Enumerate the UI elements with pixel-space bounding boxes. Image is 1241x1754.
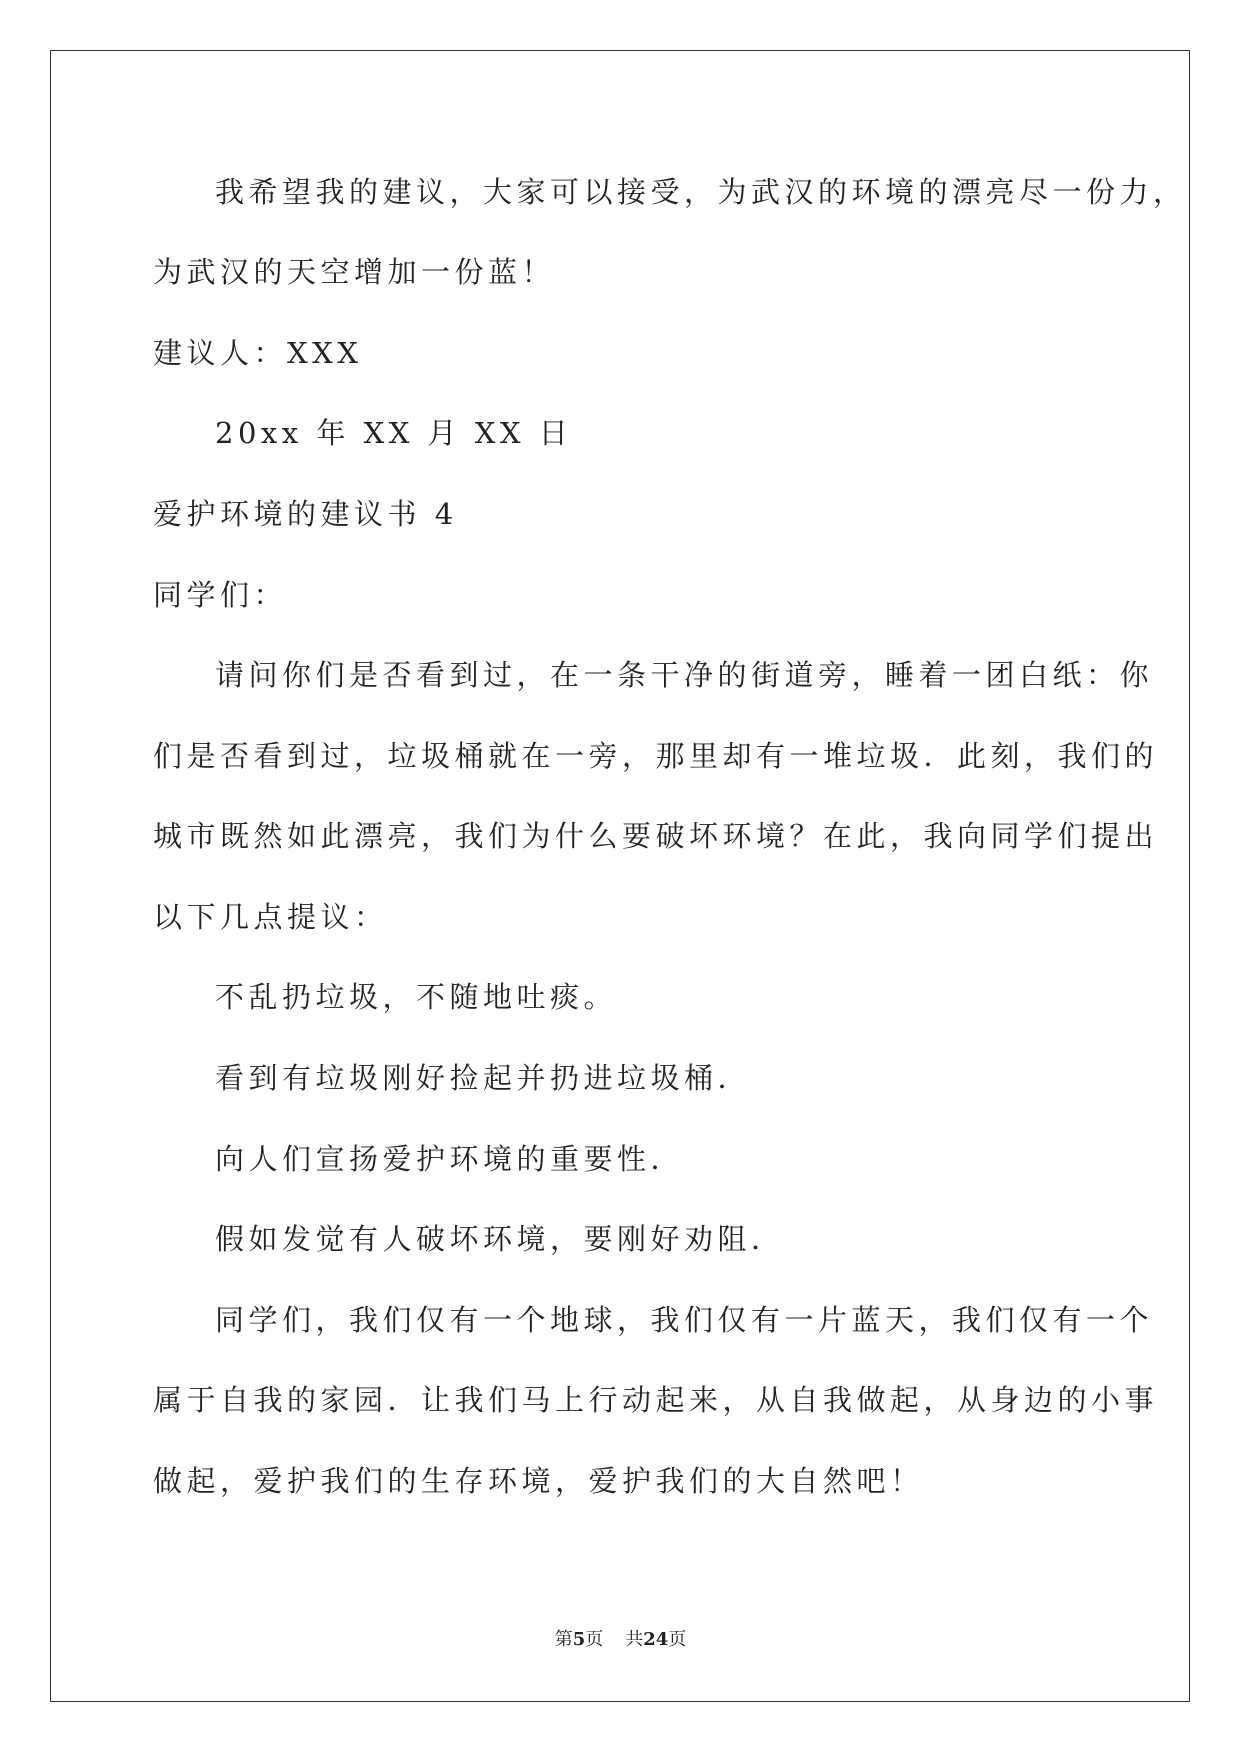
footer-prefix: 第	[554, 1629, 573, 1650]
footer-page-suffix: 页	[585, 1629, 604, 1650]
paragraph-line: 同学们，我们仅有一个地球，我们仅有一片蓝天，我们仅有一个	[215, 1303, 1154, 1337]
document-title: 爱护环境的建议书 4	[153, 497, 458, 531]
paragraph-line: 为武汉的天空增加一份蓝！	[153, 255, 556, 289]
page-number: 5	[572, 1629, 586, 1650]
footer-total-prefix: 共	[625, 1629, 644, 1650]
footer-total-suffix: 页	[668, 1629, 687, 1650]
paragraph-line: 城市既然如此漂亮，我们为什么要破坏环境？在此，我向同学们提出	[153, 819, 1159, 853]
date-line: 20xx 年 XX 月 XX 日	[215, 416, 573, 450]
paragraph-line: 以下几点提议：	[153, 900, 388, 934]
salutation: 同学们：	[153, 578, 288, 612]
paragraph-line: 请问你们是否看到过，在一条干净的街道旁，睡着一团白纸：你	[215, 658, 1154, 692]
list-item: 不乱扔垃圾，不随地吐痰。	[215, 980, 618, 1014]
list-item: 向人们宣扬爱护环境的重要性．	[215, 1142, 685, 1176]
page-footer	[0, 1628, 1241, 1652]
signer-line: 建议人：XXX	[153, 336, 363, 370]
total-pages: 24	[643, 1629, 669, 1650]
list-item: 假如发觉有人破坏环境，要刚好劝阻．	[215, 1222, 785, 1256]
list-item: 看到有垃圾刚好捡起并扔进垃圾桶．	[215, 1061, 752, 1095]
paragraph-line: 属于自我的家园．让我们马上行动起来，从自我做起，从身边的小事	[153, 1383, 1159, 1417]
page-border	[50, 50, 1190, 1702]
paragraph-line: 我希望我的建议，大家可以接受，为武汉的环境的漂亮尽一份力，	[215, 175, 1187, 209]
paragraph-line: 做起，爱护我们的生存环境，爱护我们的大自然吧！	[153, 1464, 924, 1498]
paragraph-line: 们是否看到过，垃圾桶就在一旁，那里却有一堆垃圾．此刻，我们的	[153, 739, 1159, 773]
